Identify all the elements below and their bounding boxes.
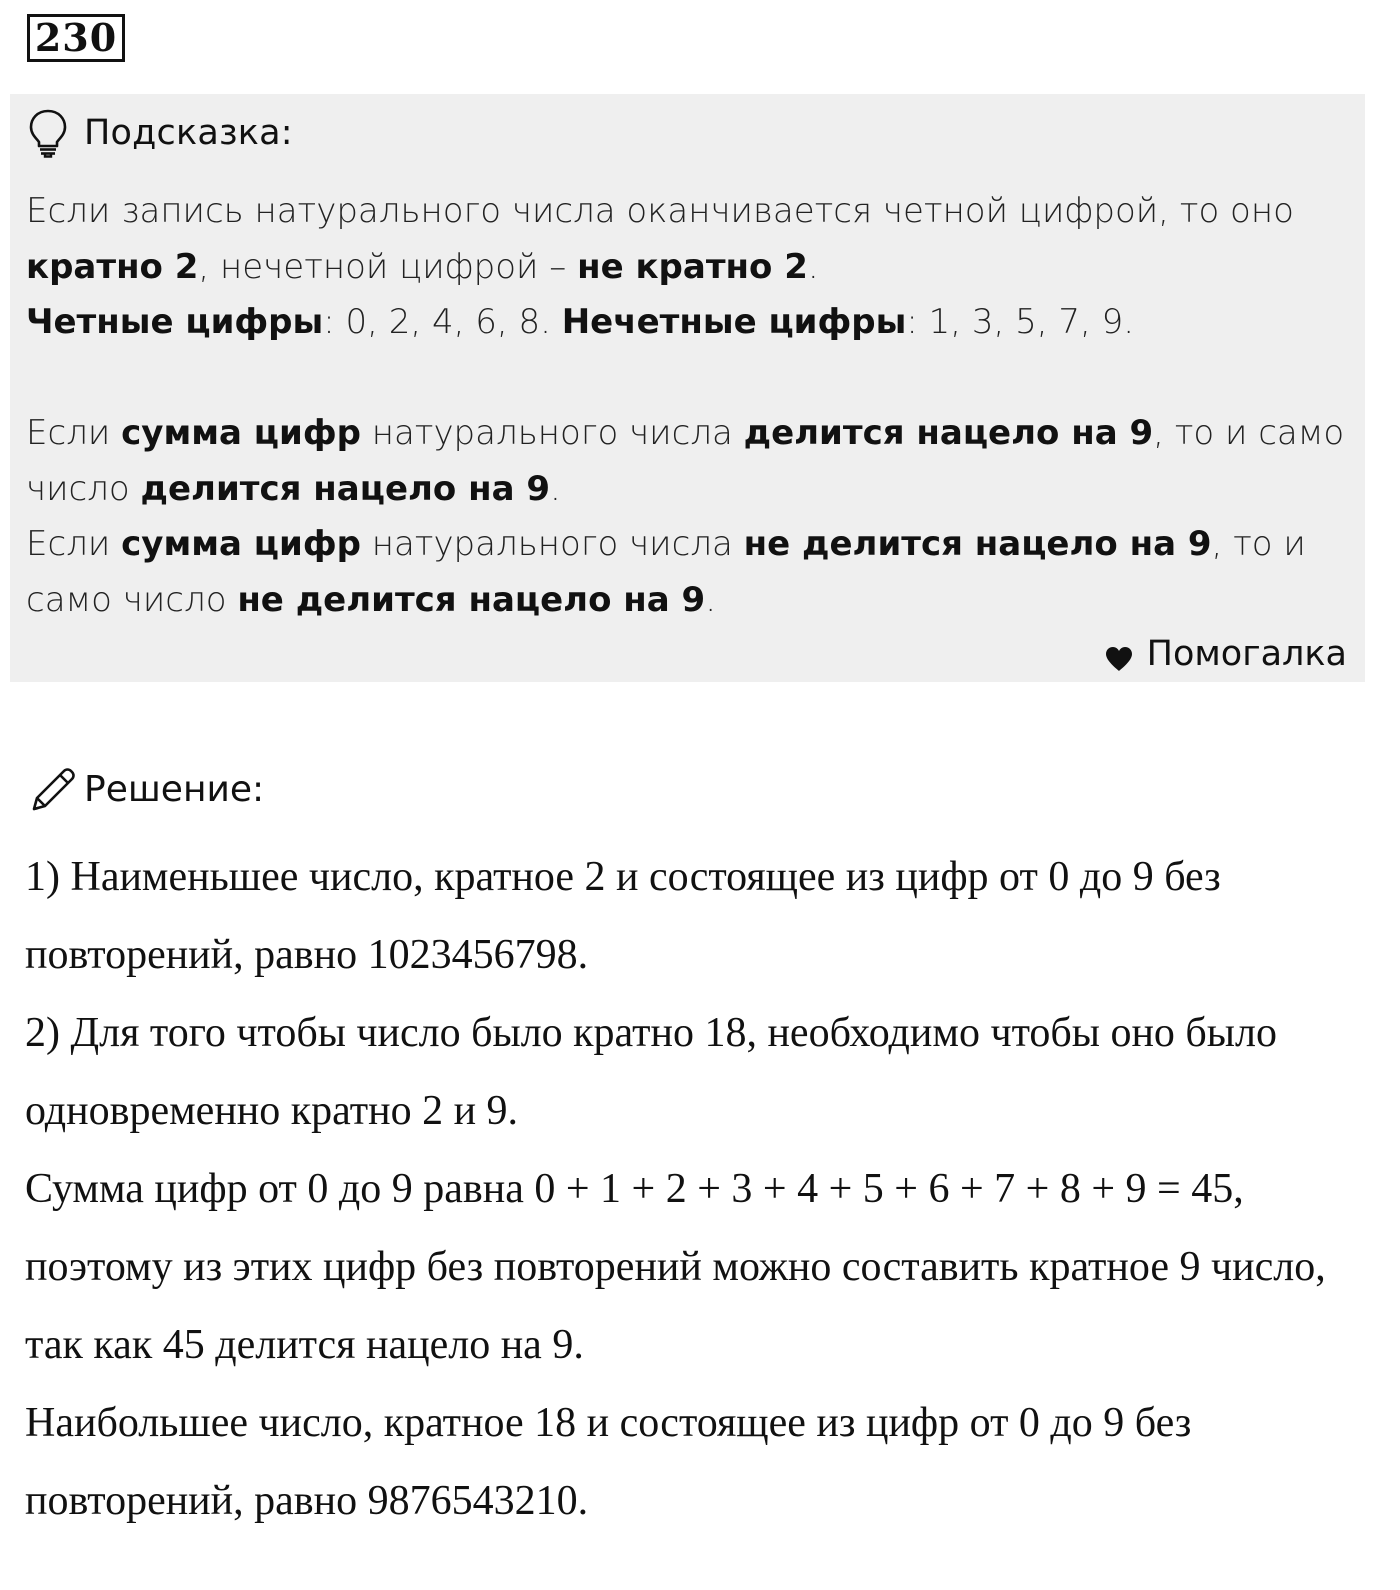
solution-line: Сумма цифр от 0 до 9 равна 0 + 1 + 2 + 3 + 4 + 5 + 6 + 7 + 8 + 9 = 45, поэтому из этих цифр без повторений можно составить кратное 9 число, так как 45 делится нацело на 9. xyxy=(25,1166,1326,1368)
brand-name: Помогалка xyxy=(1146,634,1347,674)
solution-title: Решение: xyxy=(84,769,265,810)
lightbulb-icon xyxy=(28,108,68,158)
hint-paragraph-div9: Если сумма цифр натурального числа делится нацело на 9, то и само число делится нацело на 9. xyxy=(26,413,1345,509)
task-number: 230 xyxy=(27,14,125,62)
solution-line: 2) Для того чтобы число было кратно 18, необходимо чтобы оно было одновременно кратно 2 и 9. xyxy=(25,1010,1277,1134)
solution-header xyxy=(28,762,264,818)
solution-line: 1) Наименьшее число, кратное 2 и состоящее из цифр от 0 до 9 без повторений, равно 1023456798. xyxy=(25,854,1221,978)
hint-title: Подсказка: xyxy=(84,113,293,153)
brand-label xyxy=(1105,634,1347,674)
hint-spacer xyxy=(26,351,1356,407)
solution-line: Наибольшее число, кратное 18 и состоящее из цифр от 0 до 9 без повторений, равно 9876543210. xyxy=(25,1400,1192,1524)
solution-body xyxy=(25,838,1375,1540)
hint-paragraph-digits: Четные цифры: 0, 2, 4, 6, 8. Нечетные цифры: 1, 3, 5, 7, 9. xyxy=(26,302,1135,342)
hint-paragraph-not-div9: Если сумма цифр натурального числа не делится нацело на 9, то и само число не делится нацело на 9. xyxy=(26,524,1306,620)
heart-icon xyxy=(1105,641,1133,667)
hint-box xyxy=(10,94,1365,682)
hint-body xyxy=(26,184,1356,628)
hint-paragraph-even-odd: Если запись натурального числа оканчивается четной цифрой, то оно кратно 2, нечетной цифрой – не кратно 2. xyxy=(26,191,1294,287)
pencil-icon xyxy=(28,765,78,815)
hint-header xyxy=(28,108,293,158)
